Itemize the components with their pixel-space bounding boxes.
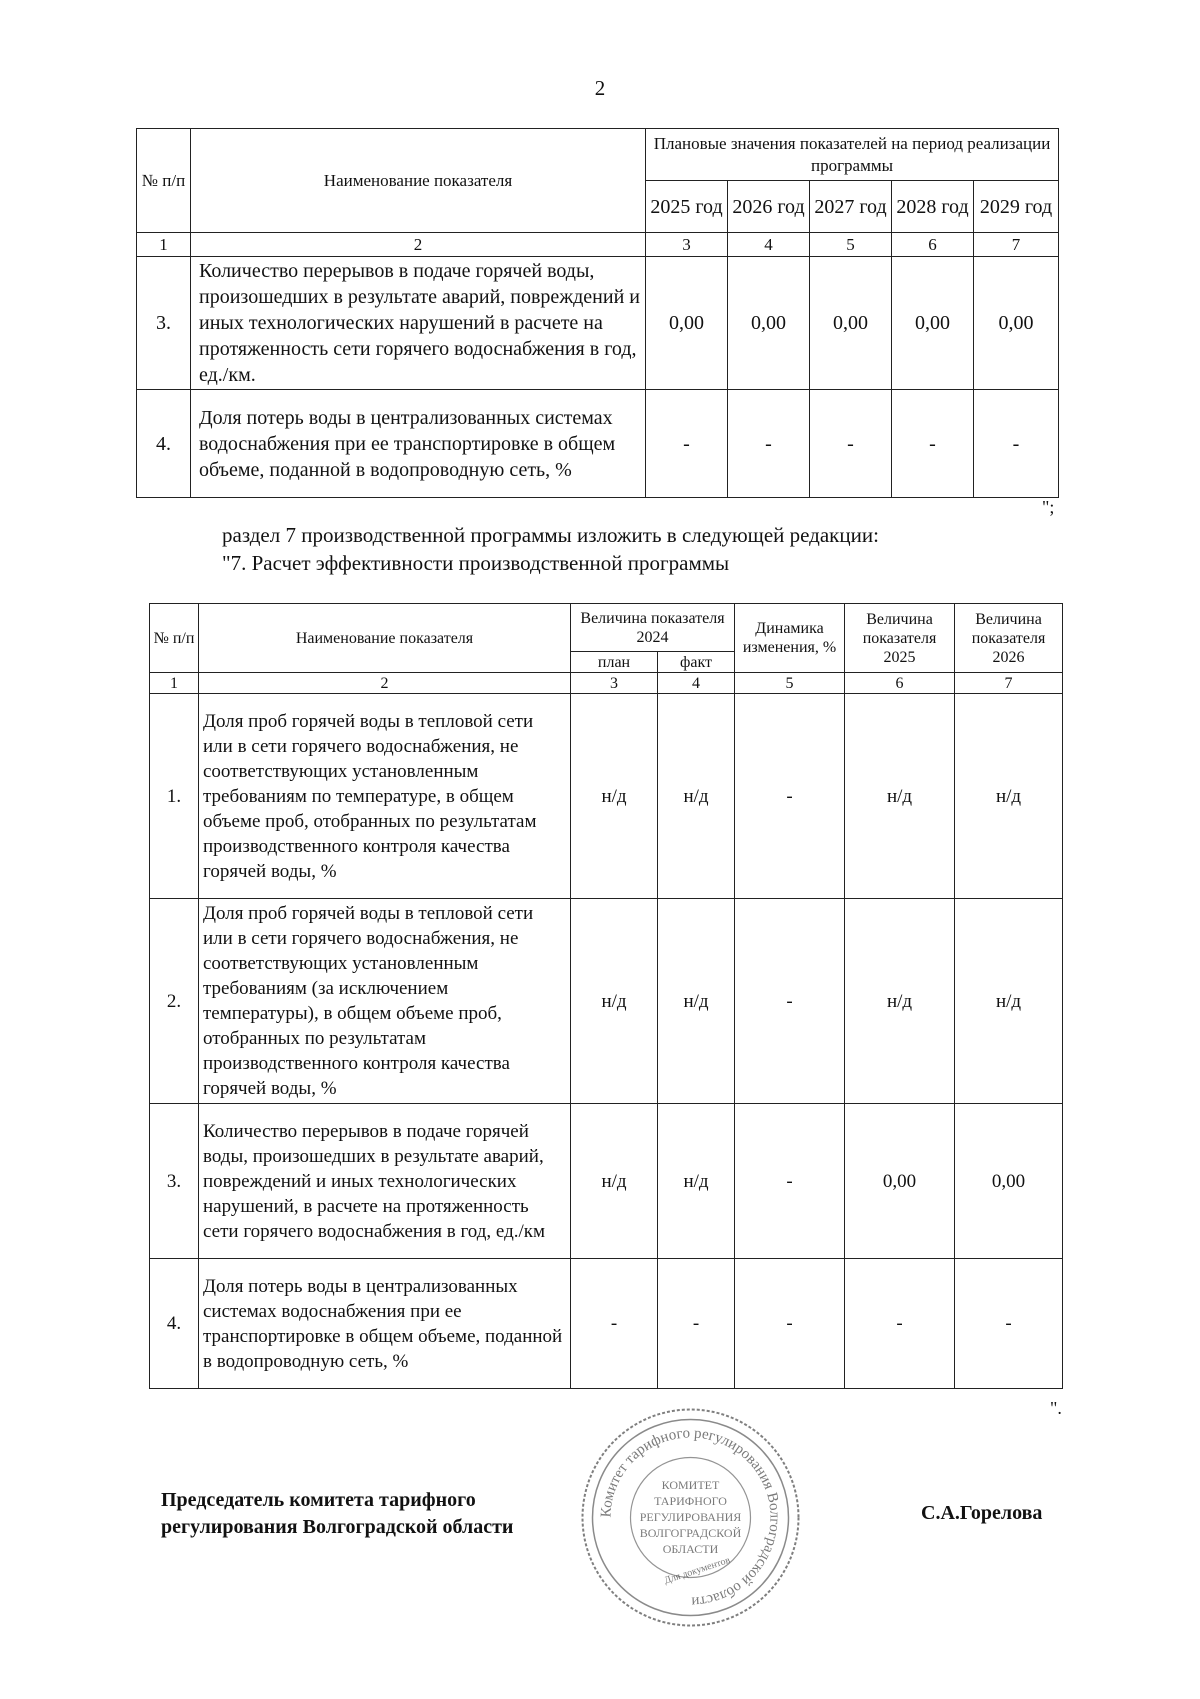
row-value: -	[646, 390, 728, 498]
row-value: 0,00	[892, 257, 974, 390]
row-value: -	[571, 1259, 658, 1389]
row-value: н/д	[845, 694, 955, 899]
header-no: № п/п	[137, 129, 191, 233]
row-value: -	[974, 390, 1059, 498]
index-cell: 1	[150, 673, 199, 694]
header-no: № п/п	[150, 604, 199, 673]
row-value: 0,00	[728, 257, 810, 390]
page-number: 2	[594, 76, 606, 100]
svg-text:ТАРИФНОГО: ТАРИФНОГО	[654, 1494, 727, 1508]
row-name: Количество перерывов в подаче горячей воды, произошедших в результате аварий, повреждений и иных технологических нарушений в расчете на протяженность сети горячего водоснабжения в год, ед./км.	[191, 257, 646, 390]
row-value: 0,00	[974, 257, 1059, 390]
row-value: 0,00	[955, 1104, 1063, 1259]
row-value: -	[810, 390, 892, 498]
planned-indicators-table	[136, 128, 1059, 498]
row-value: -	[892, 390, 974, 498]
row-name: Доля потерь воды в централизованных системах водоснабжения при ее транспортировке в общем объеме, поданной в водопроводную сеть, %	[199, 1259, 571, 1389]
row-value: н/д	[658, 1104, 735, 1259]
row-name: Доля потерь воды в централизованных системах водоснабжения при ее транспортировке в общем объеме, поданной в водопроводную сеть, %	[191, 390, 646, 498]
svg-text:РЕГУЛИРОВАНИЯ: РЕГУЛИРОВАНИЯ	[639, 1510, 742, 1524]
row-value: н/д	[571, 899, 658, 1104]
index-cell: 5	[735, 673, 845, 694]
section-title: "7. Расчет эффективности производственной программы	[222, 551, 730, 575]
table-row	[137, 257, 1059, 390]
index-cell: 2	[191, 233, 646, 257]
index-cell: 6	[892, 233, 974, 257]
header-year: 2026 год	[728, 181, 810, 233]
index-cell: 5	[810, 233, 892, 257]
row-value: н/д	[955, 694, 1063, 899]
header-name: Наименование показателя	[199, 604, 571, 673]
header-2025: Величина показателя 2025	[845, 604, 955, 673]
index-cell: 4	[658, 673, 735, 694]
header-year: 2025 год	[646, 181, 728, 233]
row-value: н/д	[845, 899, 955, 1104]
header-name: Наименование показателя	[191, 129, 646, 233]
svg-text:КОМИТЕТ: КОМИТЕТ	[661, 1478, 720, 1492]
row-number: 3.	[137, 257, 191, 390]
closing-quote: ".	[1050, 1398, 1062, 1418]
index-cell: 3	[571, 673, 658, 694]
header-2026: Величина показателя 2026	[955, 604, 1063, 673]
row-value: 0,00	[845, 1104, 955, 1259]
index-cell: 7	[974, 233, 1059, 257]
signatory-title: Председатель комитета тарифного регулирования Волгоградской области	[161, 1489, 514, 1538]
row-value: -	[735, 694, 845, 899]
row-number: 2.	[150, 899, 199, 1104]
row-value: -	[728, 390, 810, 498]
row-value: -	[735, 1104, 845, 1259]
index-cell: 3	[646, 233, 728, 257]
table-row	[150, 694, 1063, 899]
svg-text:Для документов: Для документов	[662, 1554, 732, 1587]
header-dynamics: Динамика изменения, %	[735, 604, 845, 673]
row-value: -	[735, 1259, 845, 1389]
paragraph-line: раздел 7 производственной программы изложить в следующей редакции:	[222, 523, 879, 547]
row-name: Доля проб горячей воды в тепловой сети или в сети горячего водоснабжения, не соответствующих установленным требованиям (за исключением температуры), в общем объеме проб, отобранных по результатам производственного контроля качества горячей воды, %	[199, 899, 571, 1104]
row-value: н/д	[658, 899, 735, 1104]
row-value: -	[735, 899, 845, 1104]
table-row	[150, 899, 1063, 1104]
header-planned: Плановые значения показателей на период реализации программы	[646, 129, 1059, 181]
efficiency-table	[149, 603, 1063, 1389]
index-cell: 4	[728, 233, 810, 257]
header-2024: Величина показателя 2024	[571, 604, 735, 652]
row-value: н/д	[658, 694, 735, 899]
row-number: 1.	[150, 694, 199, 899]
header-year: 2027 год	[810, 181, 892, 233]
svg-text:ВОЛГОГРАДСКОЙ: ВОЛГОГРАДСКОЙ	[639, 1526, 742, 1540]
table-row	[150, 1104, 1063, 1259]
svg-text:Комитет тарифного регулировани: Комитет тарифного регулирования Волгоградской области	[598, 1425, 783, 1610]
header-plan: план	[571, 652, 658, 673]
row-value: -	[955, 1259, 1063, 1389]
table-row	[137, 390, 1059, 498]
row-value: н/д	[571, 694, 658, 899]
index-cell: 1	[137, 233, 191, 257]
index-cell: 6	[845, 673, 955, 694]
index-cell: 7	[955, 673, 1063, 694]
signatory-name: С.А.Горелова	[921, 1502, 1043, 1524]
header-fact: факт	[658, 652, 735, 673]
row-name: Доля проб горячей воды в тепловой сети или в сети горячего водоснабжения, не соответствующих установленным требованиям по температуре, в общем объеме проб, отобранных по результатам производственного контроля качества горячей воды, %	[199, 694, 571, 899]
index-cell: 2	[199, 673, 571, 694]
closing-quote: ";	[1042, 497, 1055, 517]
row-value: н/д	[955, 899, 1063, 1104]
row-name: Количество перерывов в подаче горячей воды, произошедших в результате аварий, повреждений и иных технологических нарушений, в расчете на протяженность сети горячего водоснабжения в год, ед./км	[199, 1104, 571, 1259]
row-value: 0,00	[810, 257, 892, 390]
row-number: 3.	[150, 1104, 199, 1259]
header-year: 2029 год	[974, 181, 1059, 233]
row-value: 0,00	[646, 257, 728, 390]
row-value: -	[658, 1259, 735, 1389]
official-stamp	[578, 1405, 803, 1630]
row-number: 4.	[150, 1259, 199, 1389]
svg-text:ОБЛАСТИ: ОБЛАСТИ	[662, 1542, 719, 1556]
row-value: н/д	[571, 1104, 658, 1259]
table-row	[150, 1259, 1063, 1389]
header-year: 2028 год	[892, 181, 974, 233]
row-number: 4.	[137, 390, 191, 498]
row-value: -	[845, 1259, 955, 1389]
